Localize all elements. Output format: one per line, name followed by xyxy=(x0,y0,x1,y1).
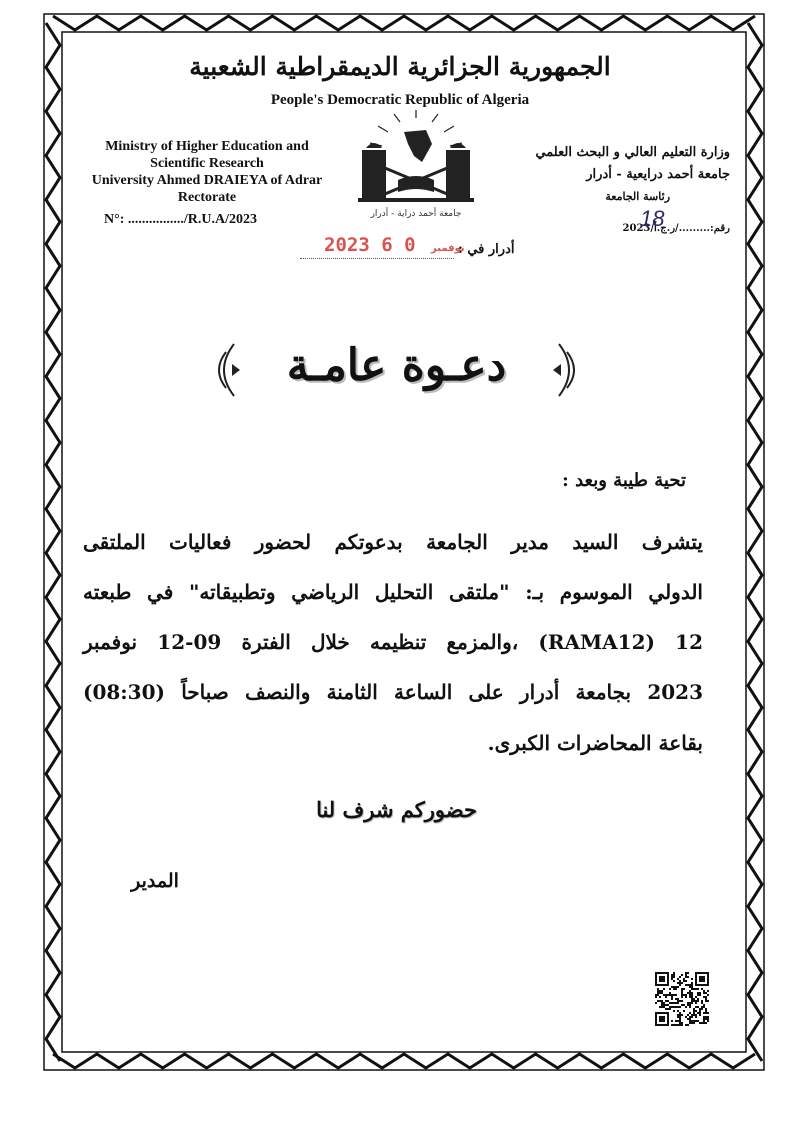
date-stamp-day: 0 6 xyxy=(381,234,416,256)
border-zigzag xyxy=(748,23,762,1061)
left-header xyxy=(62,138,352,206)
right-header xyxy=(530,142,730,208)
body-line-2: الدولي الموسوم بـ: "ملتقى التحليل الرياضي وتطبيقاته" في طبعته xyxy=(83,580,703,604)
date-label: أدرار في : xyxy=(458,242,515,257)
body-line-4: 2023 بجامعة أدرار على الساعة الثامنة والنصف صباحاً (08:30) xyxy=(83,680,703,704)
date-dotted-line xyxy=(300,258,454,259)
ministry-en-line-1: Ministry of Higher Education and xyxy=(105,139,309,154)
country-title-ar: الجمهورية الجزائرية الديمقراطية الشعبية xyxy=(189,52,611,81)
title-banner xyxy=(200,326,593,416)
date-stamp xyxy=(324,234,469,256)
handwritten-ref-number: 18 xyxy=(640,206,665,231)
date-stamp-month: نوفمبر xyxy=(431,243,465,254)
country-title-en: People's Democratic Republic of Algeria xyxy=(270,92,530,108)
qr-code xyxy=(655,972,709,1026)
border-zigzag xyxy=(53,1054,755,1068)
body-line-1: يتشرف السيد مدير الجامعة بدعوتكم لحضور فعاليات الملتقى xyxy=(83,530,703,554)
body-line-3: 12 (RAMA12) ،والمزمع تنظيمه خلال الفترة 09-12 نوفمبر xyxy=(83,630,703,654)
date-stamp-year: 2023 xyxy=(324,234,370,256)
reference-en: N°: ................/R.U.A/2023 xyxy=(104,212,257,227)
ministry-en-line-2: Scientific Research xyxy=(150,156,264,171)
ministry-ar: وزارة التعليم العالي و البحث العلمي xyxy=(535,145,730,160)
office-en: Rectorate xyxy=(177,190,237,205)
signer-title: المدير xyxy=(131,870,179,892)
university-logo xyxy=(352,110,480,222)
border-zigzag xyxy=(46,23,60,1061)
body-line-5: بقاعة المحاضرات الكبرى. xyxy=(487,731,703,755)
logo-caption: جامعة أحمد دراية - أدرار xyxy=(370,209,462,219)
university-en: University Ahmed DRAIEYA of Adrar xyxy=(91,173,323,188)
university-ar: جامعة أحمد درايعية - أدرار xyxy=(586,167,730,182)
greeting: تحية طيبة وبعد : xyxy=(562,470,686,491)
document-title: دعـوة عامـة xyxy=(286,340,507,391)
office-ar: رئاسة الجامعة xyxy=(605,190,670,203)
border-zigzag xyxy=(53,16,755,30)
reference-ar: رقم:........./ر.ج.أ/2023 xyxy=(622,223,730,234)
closing-phrase: حضوركم شرف لنا xyxy=(316,797,477,822)
